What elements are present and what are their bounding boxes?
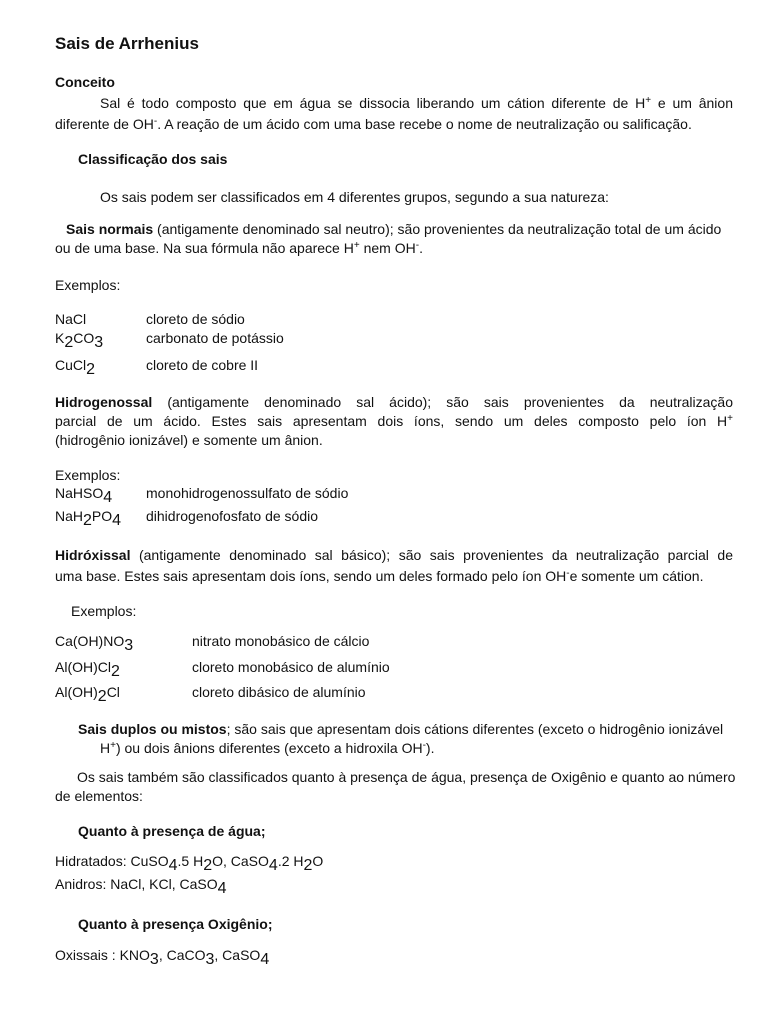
sais-normais-text1: (antigamente denominado sal neutro); são provenientes da neutralização total de um ácido — [153, 221, 722, 237]
hidroxissal-line1: (antigamente denominado sal básico); são sais provenientes da neutralização parcial de — [130, 547, 733, 563]
agua-heading: Quanto à presença de água; — [78, 823, 266, 839]
conceito-line2b: . A reação de um ácido com uma base recebe o nome de neutralização ou salificação. — [157, 116, 692, 132]
example-formula: $Al(OH)_2Cl$ — [55, 684, 120, 705]
oxissais-line: Oxissais : $KNO_3$, CaCO$_3$, CaSO$_4$ — [55, 947, 270, 968]
example-formula: $K_2CO_3$ — [55, 330, 104, 351]
example-formula: $Al(OH)Cl_2$ — [55, 659, 120, 680]
hidrogenossal-examples-label: Exemplos: — [55, 467, 121, 483]
example-name: nitrato monobásico de cálcio — [192, 633, 370, 649]
sais-normais-text2a: ou de uma base. Na sua fórmula não aparece H — [55, 240, 354, 256]
example-name: dihidrogenofosfato de sódio — [146, 508, 319, 524]
example-name: cloreto monobásico de alumínio — [192, 659, 390, 675]
conceito-line1: Sal é todo composto que em água se dissocia liberando um cátion diferente de H — [100, 95, 646, 111]
oxigenio-heading: Quanto à presença Oxigênio; — [78, 916, 273, 932]
page-title: Sais de Arrhenius — [55, 34, 199, 53]
hidroxissal-paragraph: Hidróxissal (antigamente denominado sal básico); são sais provenientes da neutralização parcial de uma base. Estes sais apresentam dois íons, sendo um deles formado pelo íon OH-e somente um cátion. — [55, 547, 733, 584]
classificacao-heading: Classificação dos sais — [78, 151, 228, 167]
hidroxissal-line2b: e somente um cátion. — [569, 568, 704, 584]
sais-duplos-line2c: ). — [425, 740, 435, 756]
example-formula: $Ca(OH)NO_3$ — [55, 633, 134, 654]
example-formula: NaHSO$_4$ — [55, 485, 113, 506]
example-name: cloreto de sódio — [146, 311, 245, 327]
example-name: carbonato de potássio — [146, 330, 284, 346]
sais-normais-paragraph: Sais normais (antigamente denominado sal neutro); são provenientes da neutralização total de um ácido ou de uma base. Na sua fórmula não aparece H+ nem OH-. — [55, 221, 722, 256]
example-name: monohidrogenossulfato de sódio — [146, 485, 349, 501]
outros-line1: Os sais também são classificados quanto à presença de água, presença de Oxigênio e quanto ao número — [77, 769, 736, 785]
oh-minus-sup: - — [153, 116, 158, 127]
sais-duplos-paragraph: Sais duplos ou mistos; são sais que apresentam dois cátions diferentes (exceto o hidrogênio ionizável H+) ou dois ânions diferentes (exceto a hidroxila OH-). — [78, 721, 724, 756]
sais-duplos-line1: ; são sais que apresentam dois cátions diferentes (exceto o hidrogênio ionizável — [226, 721, 724, 737]
sais-normais-examples-label: Exemplos: — [55, 277, 121, 293]
conceito-line2a: diferente de OH — [55, 116, 154, 132]
outros-line2: de elementos: — [55, 788, 143, 804]
example-name: cloreto dibásico de alumínio — [192, 684, 366, 700]
anidros-line: Anidros: NaCl, KCl, CaSO$_4$ — [55, 876, 227, 897]
classificacao-intro: Os sais podem ser classificados em 4 diferentes grupos, segundo a sua natureza: — [100, 189, 609, 205]
hidrogenossal-line1: (antigamente denominado sal ácido); são sais provenientes da neutralização — [152, 394, 733, 410]
sais-normais-text2c: . — [419, 240, 423, 256]
hidroxissal-examples-label: Exemplos: — [71, 603, 137, 619]
conceito-paragraph — [55, 94, 733, 134]
sais-duplos-line2b: ) ou dois ânions diferentes (exceto a hidroxila OH — [115, 740, 423, 756]
example-formula: NaCl — [55, 311, 87, 327]
h-plus-sup: + — [645, 95, 652, 106]
hidrogenossal-line2: parcial de um ácido. Estes sais apresentam dois íons, sendo um deles composto pelo íon H — [55, 413, 728, 429]
example-formula: $NaH_2PO_4$ — [55, 508, 122, 529]
hidratados-line: Hidratados: CuSO$_4$.5 $H_2O$, CaSO$_4$.2 $H_2O$ — [55, 853, 324, 874]
conceito-heading: Conceito — [55, 74, 115, 90]
example-name: cloreto de cobre II — [146, 357, 259, 373]
hidrogenossal-paragraph: Hidrogenossal (antigamente denominado sal ácido); são sais provenientes da neutralização parcial de um ácido. Estes sais apresentam dois íons, sendo um deles composto pelo íon H+ (hidrogênio ionizável) e somente um ânion. — [55, 394, 733, 448]
example-formula: CuCl$_2$ — [55, 357, 96, 378]
hidroxissal-term: Hidróxissal — [55, 547, 131, 563]
sais-normais-term: Sais normais — [66, 221, 154, 237]
sais-duplos-term: Sais duplos ou mistos — [78, 721, 227, 737]
hidrogenossal-line3: (hidrogênio ionizável) e somente um ânion. — [55, 432, 323, 448]
hidrogenossal-term: Hidrogenossal — [55, 394, 153, 410]
hidroxissal-line2a: uma base. Estes sais apresentam dois íons, sendo um deles formado pelo íon OH — [55, 568, 567, 584]
conceito-line1-end: e um ânion — [651, 95, 733, 111]
outros-paragraph — [55, 768, 745, 806]
sais-duplos-line2a: H — [100, 740, 111, 756]
sais-normais-text2b: nem OH — [359, 240, 416, 256]
